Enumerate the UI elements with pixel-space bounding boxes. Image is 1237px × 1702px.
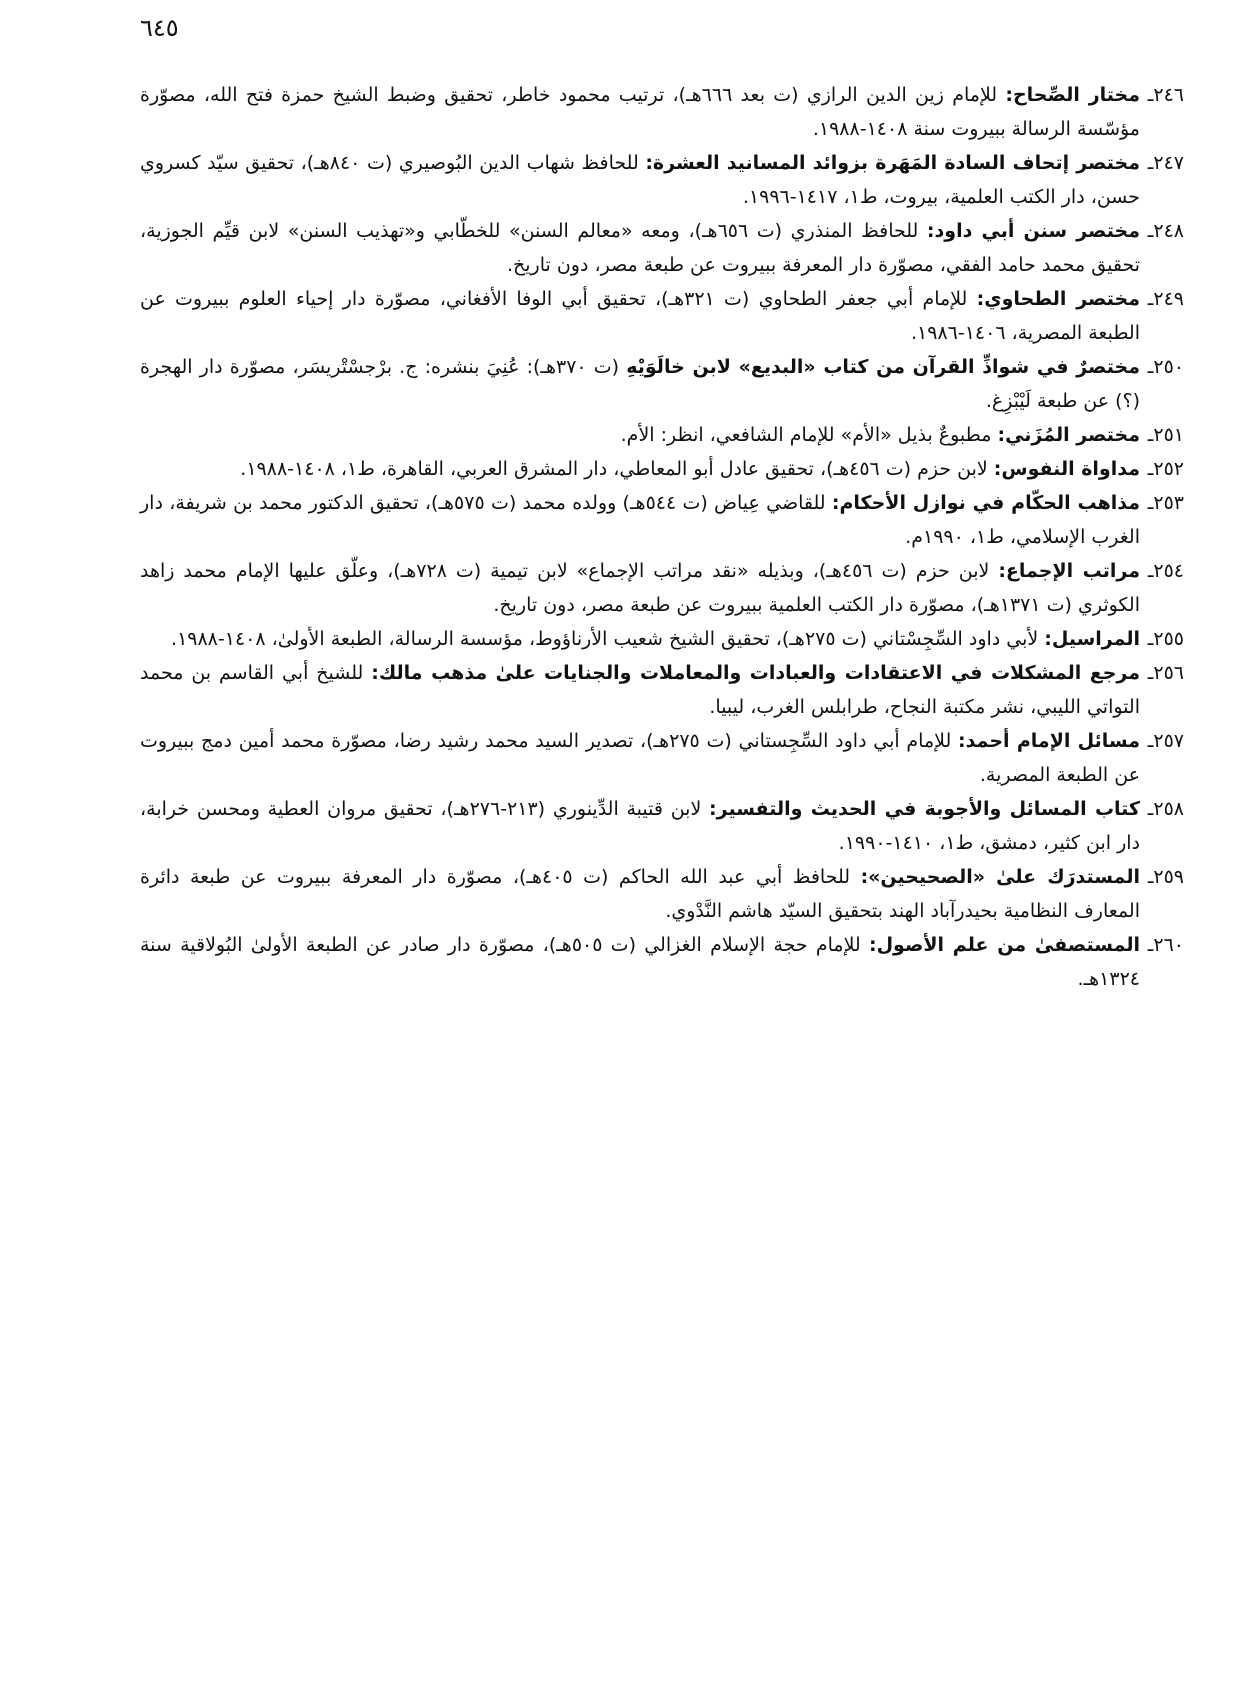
entry-number: ٢٥٨ـ — [1147, 798, 1184, 820]
entry-title: كتاب المسائل والأجوبة في الحديث والتفسير: — [709, 798, 1140, 820]
entry-title: مذاهب الحكّام في نوازل الأحكام: — [831, 492, 1140, 514]
entry-number: ٢٤٩ـ — [1147, 288, 1184, 310]
bibliography-list — [140, 78, 1184, 996]
entry-details: للشيخ أبي القاسم بن محمد التواتي الليبي، نشر مكتبة النجاح، طرابلس الغرب، ليبيا. — [140, 662, 1140, 718]
entry-details: لابن حزم (ت ٤٥٦هـ)، وبذيله «نقد مراتب الإجماع» لابن تيمية (ت ٧٢٨هـ)، وعلّق عليها الإمام محمد زاهد الكوثري (ت ١٣٧١هـ)، مصوّرة دار الكتب العلمية ببيروت عن طبعة مصر، دون تاريخ. — [140, 560, 1140, 616]
page-number: ٦٤٥ — [140, 14, 179, 42]
entry-details: للإمام أبي جعفر الطحاوي (ت ٣٢١هـ)، تحقيق أبي الوفا الأفغاني، مصوّرة دار إحياء العلوم ببيروت عن الطبعة المصرية، ١٤٠٦-١٩٨٦. — [140, 288, 1140, 344]
entry-number: ٢٥٥ـ — [1147, 628, 1184, 650]
entry-number: ٢٤٦ـ — [1147, 84, 1184, 106]
entry-number: ٢٦٠ـ — [1147, 934, 1184, 956]
entry-title: المراسيل: — [1044, 628, 1140, 650]
entry-title: مختصر سنن أبي داود: — [926, 220, 1140, 242]
entry-title: مختصر إتحاف السادة المَهَرة بزوائد المسانيد العشرة: — [645, 152, 1140, 174]
bibliography-entry — [140, 656, 1184, 724]
entry-details: للإمام حجة الإسلام الغزالي (ت ٥٠٥هـ)، مصوّرة دار صادر عن الطبعة الأولىٰ البُولاقية سنة ١٣٢٤هـ. — [140, 934, 1140, 990]
bibliography-entry — [140, 452, 1184, 486]
entry-details: للحافظ أبي عبد الله الحاكم (ت ٤٠٥هـ)، مصوّرة دار المعرفة ببيروت عن طبعة دائرة المعارف النظامية بحيدرآباد الهند بتحقيق السيّد هاشم النَّدْوي. — [140, 866, 1140, 922]
bibliography-entry — [140, 928, 1184, 996]
entry-title: مداواة النفوس: — [993, 458, 1140, 480]
entry-number: ٢٥٤ـ — [1147, 560, 1185, 582]
bibliography-entry — [140, 350, 1184, 418]
entry-details: للإمام أبي داود السِّجِستاني (ت ٢٧٥هـ)، تصدير السيد محمد رشيد رضا، مصوّرة محمد أمين دمج ببيروت عن الطبعة المصرية. — [140, 730, 1140, 786]
entry-title: المستصفىٰ من علم الأصول: — [868, 934, 1140, 956]
entry-details: مطبوعٌ بذيل «الأم» للإمام الشافعي، انظر: الأم. — [620, 424, 998, 446]
entry-details: لابن حزم (ت ٤٥٦هـ)، تحقيق عادل أبو المعاطي، دار المشرق العربي، القاهرة، ط١، ١٤٠٨-١٩٨٨. — [240, 458, 994, 480]
bibliography-entry — [140, 792, 1184, 860]
entry-title: مختار الصِّحاح: — [1005, 84, 1140, 106]
bibliography-entry — [140, 486, 1184, 554]
entry-title: مسائل الإمام أحمد: — [958, 730, 1140, 752]
entry-title: مختصر الطحاوي: — [976, 288, 1140, 310]
entry-number: ٢٥٦ـ — [1147, 662, 1184, 684]
bibliography-entry — [140, 622, 1184, 656]
bibliography-entry — [140, 554, 1184, 622]
bibliography-entry — [140, 860, 1184, 928]
entry-title: مراتب الإجماع: — [998, 560, 1141, 582]
entry-number: ٢٥٧ـ — [1147, 730, 1184, 752]
entry-details: للقاضي عِياض (ت ٥٤٤هـ) وولده محمد (ت ٥٧٥هـ)، تحقيق الدكتور محمد بن شريفة، دار الغرب الإسلامي، ط١، ١٩٩٠م. — [140, 492, 1140, 548]
bibliography-entry — [140, 724, 1184, 792]
entry-details: للحافظ شهاب الدين البُوصيري (ت ٨٤٠هـ)، تحقيق سيّد كسروي حسن، دار الكتب العلمية، بيروت، ط١، ١٤١٧-١٩٩٦. — [140, 152, 1140, 208]
entry-title: مرجع المشكلات في الاعتقادات والعبادات والمعاملات والجنايات علىٰ مذهب مالك: — [371, 662, 1140, 684]
entry-title: مختصر المُزَني: — [997, 424, 1140, 446]
entry-number: ٢٥٩ـ — [1147, 866, 1185, 888]
entry-details: لأبي داود السِّجِسْتاني (ت ٢٧٥هـ)، تحقيق الشيخ شعيب الأرناؤوط، مؤسسة الرسالة، الطبعة الأولىٰ، ١٤٠٨-١٩٨٨. — [171, 628, 1045, 650]
bibliography-entry — [140, 282, 1184, 350]
entry-number: ٢٤٨ـ — [1147, 220, 1184, 242]
entry-details: للإمام زين الدين الرازي (ت بعد ٦٦٦هـ)، ترتيب محمود خاطر، تحقيق وضبط الشيخ حمزة فتح الله، مصوّرة مؤسّسة الرسالة ببيروت سنة ١٤٠٨-١٩٨٨. — [140, 84, 1140, 140]
entry-number: ٢٥٣ـ — [1147, 492, 1184, 514]
entry-title: مختصرٌ في شواذِّ القرآن من كتاب «البديع» لابن خالَوَيْهِ — [626, 356, 1140, 378]
entry-details: لابن قتيبة الدِّينوري (٢١٣-٢٧٦هـ)، تحقيق مروان العطية ومحسن خرابة، دار ابن كثير، دمشق، ط١، ١٤١٠-١٩٩٠. — [140, 798, 1140, 854]
entry-details: للحافظ المنذري (ت ٦٥٦هـ)، ومعه «معالم السنن» للخطّابي و«تهذيب السنن» لابن قيِّم الجوزية، تحقيق محمد حامد الفقي، مصوّرة دار المعرفة ببيروت عن طبعة مصر، دون تاريخ. — [140, 220, 1140, 276]
entry-details: (ت ٣٧٠هـ): عُنِيَ بنشره: ج. برْجسْتْريسَر، مصوّرة دار الهجرة (؟) عن طبعة لَيْبْزِغ. — [140, 356, 1140, 412]
entry-number: ٢٥١ـ — [1147, 424, 1184, 446]
entry-number: ٢٥٠ـ — [1147, 356, 1184, 378]
entry-number: ٢٥٢ـ — [1147, 458, 1184, 480]
bibliography-entry — [140, 146, 1184, 214]
entry-title: المستدرَك علىٰ «الصحيحين»: — [860, 866, 1141, 888]
bibliography-entry — [140, 214, 1184, 282]
entry-number: ٢٤٧ـ — [1147, 152, 1184, 174]
bibliography-entry — [140, 78, 1184, 146]
bibliography-entry — [140, 418, 1184, 452]
